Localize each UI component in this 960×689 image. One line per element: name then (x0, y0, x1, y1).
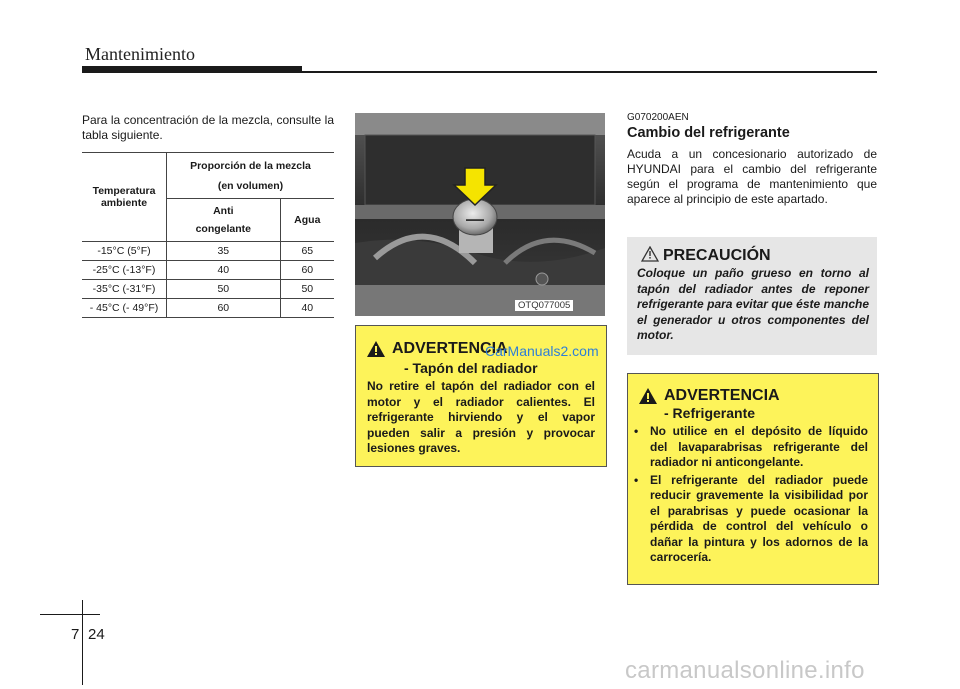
cell-temp: -25°C (-13°F) (82, 261, 167, 280)
engine-bay-illustration (355, 113, 605, 316)
caution-title: PRECAUCIÓN (663, 247, 771, 264)
warning-icon (366, 340, 386, 363)
section-title: Mantenimiento (85, 44, 195, 64)
col-ratio-line2: (en volumen) (217, 179, 284, 192)
footer-vertical-rule (82, 600, 83, 685)
cell-water: 50 (280, 280, 334, 299)
cell-temp: - 45°C (- 49°F) (82, 299, 167, 318)
photo-id-label: OTQ077005 (515, 300, 573, 311)
col-anti-line2: congelante (195, 223, 252, 235)
table-row (82, 242, 334, 261)
cell-water: 40 (280, 299, 334, 318)
radiator-cap-photo (355, 113, 605, 316)
cell-temp: -35°C (-31°F) (82, 280, 167, 299)
table-row (82, 280, 334, 299)
svg-text:▬▬▬: ▬▬▬ (466, 217, 484, 223)
list-item: • No utilice en el depósito de líquido del lavaparabrisas refrigerante del radiador ni anticongelante. (628, 424, 868, 471)
warning-title: ADVERTENCIA (664, 387, 780, 404)
intro-text: Para la concentración de la mezcla, consulte la tabla siguiente. (82, 113, 334, 142)
caution-body: Coloque un paño grueso en torno al tapón del radiador antes de reponer refrigerante para evitar que éste manche el generador u otros componentes del motor. (637, 266, 869, 342)
watermark-text: CarManuals2.com (485, 343, 599, 359)
list-item: • El refrigerante del radiador puede reducir gravemente la visibilidad por el parabrisas y puede ocasionar la pérdida de control del vehículo o dañar la pintura y los adornos de la carrocería. (628, 473, 868, 566)
section-paragraph: Acuda a un concesionario autorizado de HYUNDAI para el cambio del refrigerante según el programa de mantenimiento que aparece al principio de este apartado. (627, 147, 877, 206)
table-row (82, 299, 334, 318)
caution-box (627, 237, 877, 355)
section-code: G070200AEN (627, 112, 689, 123)
chapter-number: 7 (71, 626, 80, 643)
cell-water: 65 (280, 242, 334, 261)
warning-bullet-list (628, 424, 868, 568)
warning-title: ADVERTENCIA (392, 340, 508, 357)
cell-anti: 60 (167, 299, 281, 318)
footer-horizontal-rule (40, 614, 100, 615)
col-ratio-header (167, 153, 335, 199)
col-water-header: Agua (280, 199, 334, 242)
header-rule (82, 71, 877, 73)
cell-temp: -15°C (5°F) (82, 242, 167, 261)
mix-table (82, 152, 334, 318)
cell-anti: 50 (167, 280, 281, 299)
col-temp-header: Temperatura ambiente (82, 153, 167, 242)
warning-subtitle: - Refrigerante (664, 405, 756, 421)
cell-anti: 40 (167, 261, 281, 280)
warning-icon (638, 387, 658, 410)
warning-body: No retire el tapón del radiador con el motor y el radiador calientes. El refrigerante hirviendo y el vapor pueden salir a presión y provocar lesiones graves. (367, 379, 595, 455)
table-row (82, 261, 334, 280)
warning-subtitle: - Tapón del radiador (404, 360, 538, 376)
cell-water: 60 (280, 261, 334, 280)
site-watermark: carmanualsonline.info (625, 657, 865, 684)
section-heading: Cambio del refrigerante (627, 125, 790, 141)
caution-icon (641, 246, 659, 267)
col-anti-header (167, 199, 281, 242)
warning-coolant (627, 373, 879, 585)
col-ratio-line1: Proporción de la mezcla (190, 159, 311, 172)
page-number: 24 (88, 626, 105, 643)
cell-anti: 35 (167, 242, 281, 261)
col-anti-line1: Anti (213, 205, 234, 217)
